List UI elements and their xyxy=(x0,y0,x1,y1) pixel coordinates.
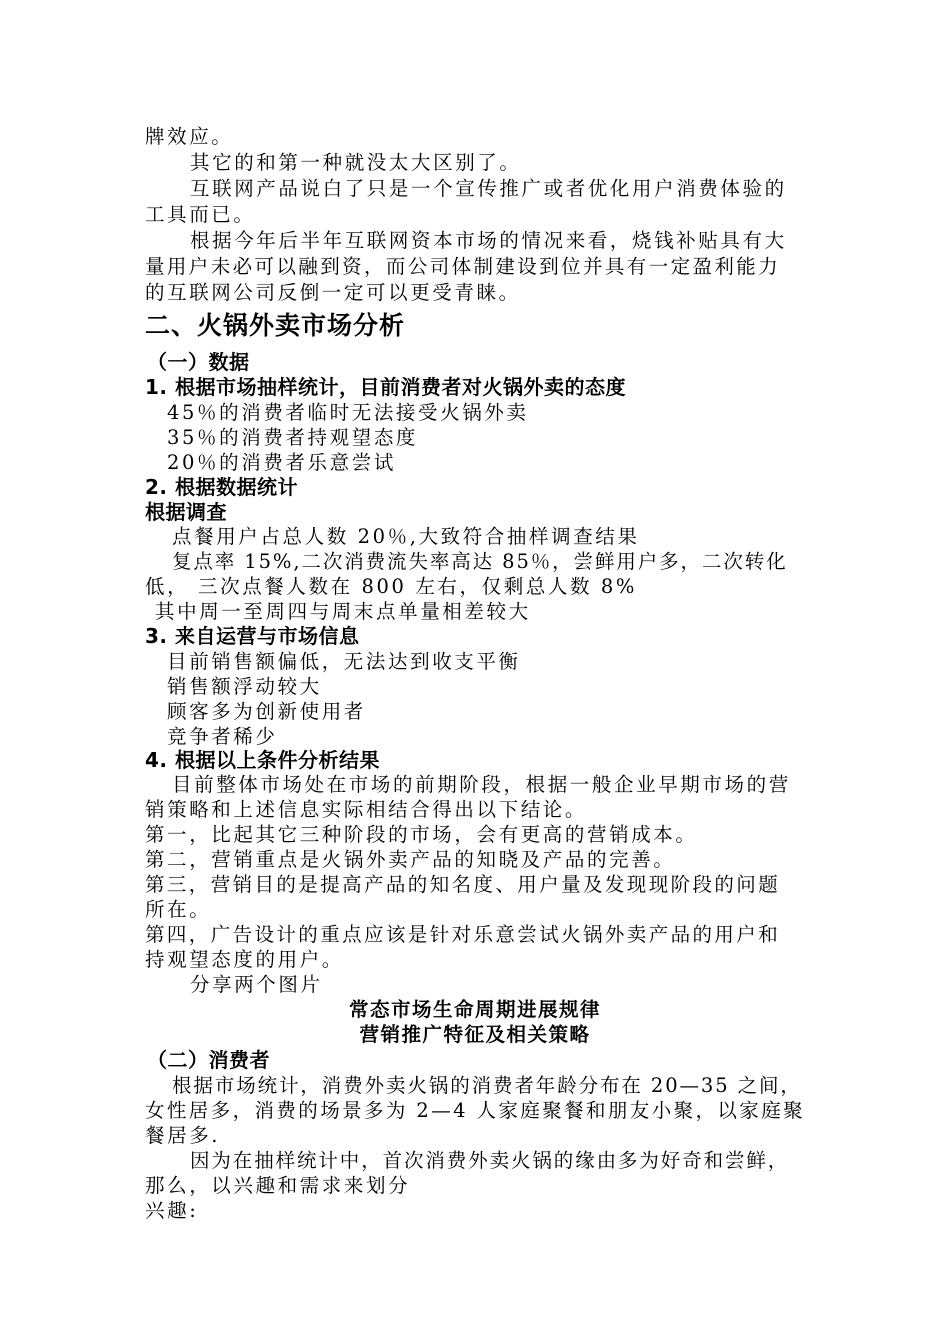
heading-2: 2. 根据数据统计 xyxy=(145,475,298,499)
list-item: 销售额浮动较大 xyxy=(167,675,322,698)
paragraph-line: 第二，营销重点是火锅外卖产品的知晓及产品的完善。 xyxy=(145,848,676,871)
paragraph-line: 互联网产品说白了只是一个宣传推广或者优化用户消费体验的 xyxy=(190,177,787,200)
heading-1: 1. 根据市场抽样统计，目前消费者对火锅外卖的态度 xyxy=(145,375,626,399)
figure-caption: 常态市场生命周期进展规律 xyxy=(348,998,601,1021)
paragraph-line: 女性居多，消费的场景多为 2—4 人家庭聚餐和朋友小聚，以家庭聚 xyxy=(145,1099,806,1122)
paragraph-line: 根据今年后半年互联网资本市场的情况来看，烧钱补贴具有大 xyxy=(190,229,787,252)
paragraph-line: 第四，广告设计的重点应该是针对乐意尝试火锅外卖产品的用户和 xyxy=(145,923,781,946)
figure-caption: 营销推广特征及相关策略 xyxy=(359,1023,591,1046)
paragraph-line: 根据市场统计，消费外卖火锅的消费者年龄分布在 20—35 之间， xyxy=(172,1074,802,1097)
paragraph-line: 其它的和第一种就没太大区别了。 xyxy=(190,151,522,174)
paragraph-line: 复点率 15%,二次消费流失率高达 85％，尝鲜用户多，二次转化 xyxy=(172,550,788,573)
paragraph-line: 销策略和上述信息实际相结合得出以下结论。 xyxy=(145,798,588,821)
list-item: 20％的消费者乐意尝试 xyxy=(167,451,396,474)
list-item: 45％的消费者临时无法接受火锅外卖 xyxy=(167,401,529,424)
paragraph-line: 第三，营销目的是提高产品的知名度、用户量及发现现阶段的问题 xyxy=(145,873,781,896)
paragraph-line: 点餐用户占总人数 20％,大致符合抽样调查结果 xyxy=(172,525,640,548)
paragraph-line: 那么，以兴趣和需求来划分 xyxy=(145,1174,411,1197)
subsection-title: （二）消费者 xyxy=(147,1048,270,1072)
list-item: 竞争者稀少 xyxy=(167,725,278,748)
paragraph-line: 工具而已。 xyxy=(145,203,256,226)
list-item: 顾客多为创新使用者 xyxy=(167,700,366,723)
paragraph-line: 兴趣: xyxy=(145,1199,199,1222)
section-title: 二、火锅外卖市场分析 xyxy=(145,311,406,340)
paragraph-line: 量用户未必可以融到资，而公司体制建设到位并具有一定盈利能力 xyxy=(145,255,781,278)
paragraph-line: 牌效应。 xyxy=(145,125,234,148)
paragraph-line: 的互联网公司反倒一定可以更受青睐。 xyxy=(145,281,521,304)
list-item: 目前销售额偏低，无法达到收支平衡 xyxy=(167,650,521,673)
heading-2b: 根据调查 xyxy=(145,500,227,524)
paragraph-line: 目前整体市场处在市场的前期阶段，根据一般企业早期市场的营 xyxy=(172,773,791,796)
paragraph-line: 所在。 xyxy=(145,898,212,921)
paragraph-line: 分享两个图片 xyxy=(190,973,323,996)
paragraph-line: 因为在抽样统计中，首次消费外卖火锅的缘由多为好奇和尝鲜， xyxy=(190,1149,790,1172)
heading-3: 3. 来自运营与市场信息 xyxy=(145,624,360,648)
paragraph-line: 低， 三次点餐人数在 800 左右，仅剩总人数 8% xyxy=(145,575,638,598)
paragraph-line: 其中周一至周四与周末点单量相差较大 xyxy=(155,600,531,623)
subsection-title: （一）数据 xyxy=(147,350,250,374)
paragraph-line: 第一，比起其它三种阶段的市场，会有更高的营销成本。 xyxy=(145,823,698,846)
paragraph-line: 餐居多. xyxy=(145,1124,221,1147)
heading-4: 4. 根据以上条件分析结果 xyxy=(145,748,380,772)
list-item: 35％的消费者持观望态度 xyxy=(167,426,419,449)
paragraph-line: 持观望态度的用户。 xyxy=(145,948,344,971)
